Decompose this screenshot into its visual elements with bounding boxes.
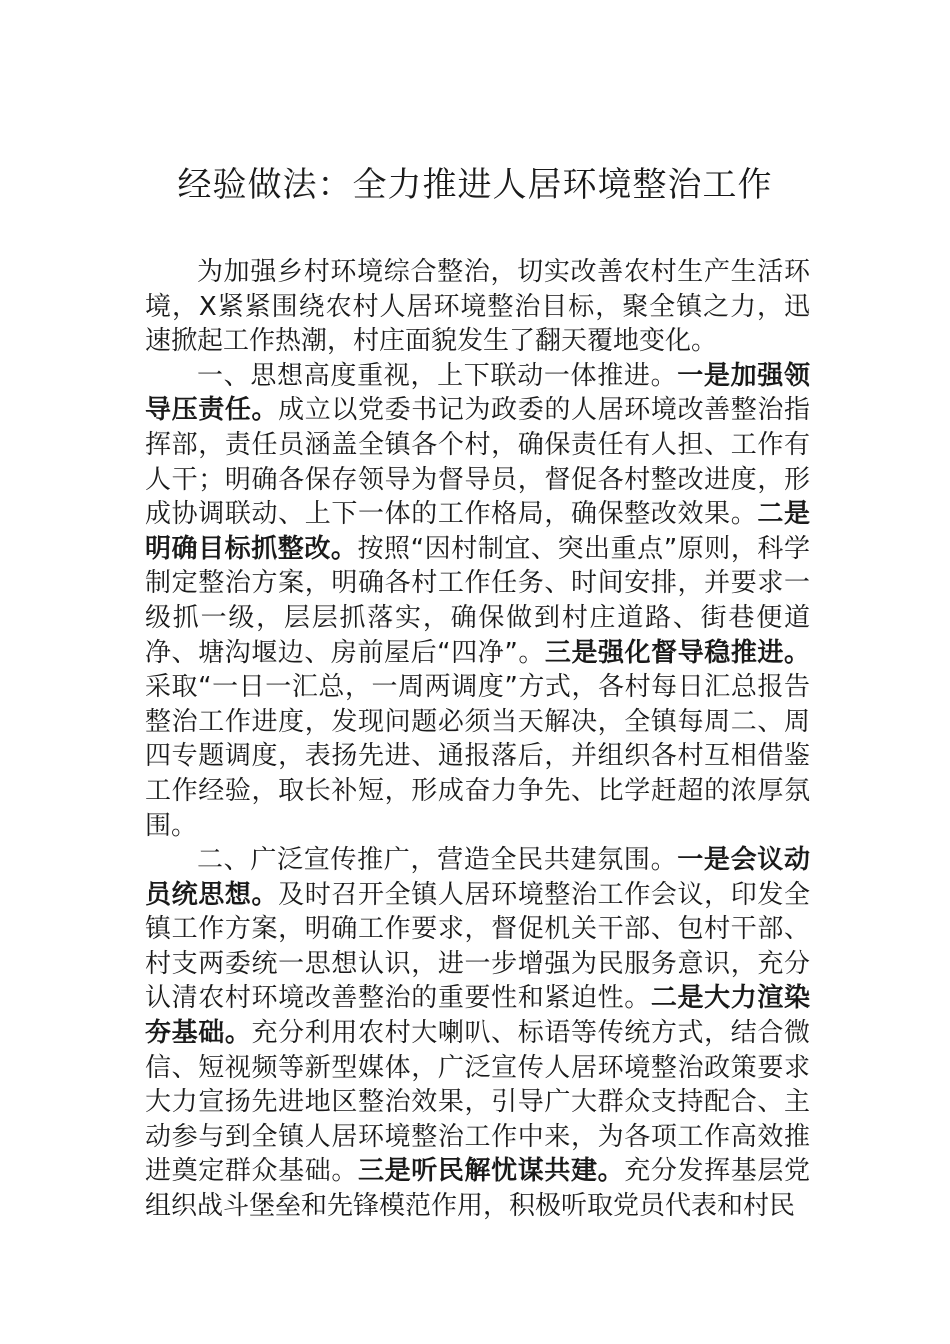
section-1-point-3-lead: 三是强化督导稳推进。 <box>544 637 810 668</box>
section-2-point-1-text: 及时召开全镇人居环境整治工作会议，印发全镇工作方案，明确工作要求，督促机关干部、包村干部、村支两委统一思想认识，进一步增强为民服务意识，充分认清农村环境改善整治的重要性和紧迫性。 <box>145 879 810 1014</box>
section-1-heading: 一、思想高度重视，上下联动一体推进。 <box>197 360 678 391</box>
section-2-point-3-text: 充分发挥基层党组织战斗堡垒和先锋模范作用，积极听取党员代表和村民 <box>145 1156 810 1222</box>
section-1-point-2-lead: 二是明确目标抓整改。 <box>145 499 810 564</box>
section-1-point-1-lead: 一是加强领导压责任。 <box>145 360 810 426</box>
section-1-point-2-text: 按照“因村制宜、突出重点”原则，科学制定整治方案，明确各村工作任务、时间安排，并要求一级抓一级，层层抓落实，确保做到村庄道路、街巷便道净、塘沟堰边、房前屋后“四净”。 <box>145 533 810 668</box>
document-title: 经验做法：全力推进人居环境整治工作 <box>177 165 773 205</box>
section-2-heading: 二、广泛宣传推广，营造全民共建氛围。 <box>197 845 678 876</box>
document-body <box>145 255 810 1224</box>
intro-paragraph: 为加强乡村环境综合整治，切实改善农村生产生活环境，X紧紧围绕农村人居环境整治目标，聚全镇之力，迅速掀起工作热潮，村庄面貌发生了翻天覆地变化。 <box>145 257 810 357</box>
section-2-point-3-lead: 三是听民解忧谋共建。 <box>358 1156 625 1187</box>
section-1-paragraph <box>145 359 810 843</box>
section-1-point-3-text: 采取“一日一汇总，一周两调度”方式，各村每日汇总报告整治工作进度，发现问题必须当天解决，全镇每周二、周四专题调度，表扬先进、通报落后，并组织各村互相借鉴工作经验，取长补短，形成奋力争先、比学赶超的浓厚氛围。 <box>145 672 810 841</box>
section-2-point-2-lead: 二是大力渲染夯基础。 <box>145 983 810 1049</box>
section-2-paragraph <box>145 843 810 1224</box>
section-1-point-1-text: 成立以党委书记为政委的人居环境改善整治指挥部，责任员涵盖全镇各个村，确保责任有人担、工作有人干；明确各保存领导为督导员，督促各村整改进度，形成协调联动、上下一体的工作格局，确保整改效果。 <box>145 395 810 530</box>
section-2-point-1-lead: 一是会议动员统思想。 <box>145 845 810 910</box>
section-2-point-2-text: 充分利用农村大喇叭、标语等传统方式，结合微信、短视频等新型媒体，广泛宣传人居环境整治政策要求大力宣扬先进地区整治效果，引导广大群众支持配合、主动参与到全镇人居环境整治工作中来，为各项工作高效推进奠定群众基础。 <box>145 1018 810 1187</box>
